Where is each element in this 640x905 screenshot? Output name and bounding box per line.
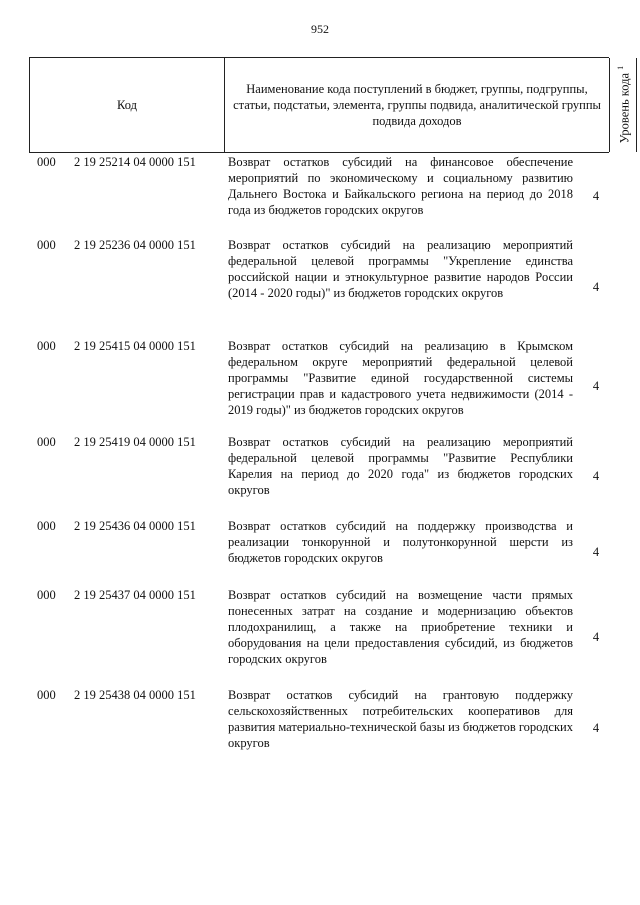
row-admin-code: 000: [37, 519, 56, 533]
header-code: [29, 58, 224, 152]
row-income-code: 2 19 25436 04 0000 151: [74, 519, 196, 533]
header-level-footnote: 1: [616, 66, 626, 71]
row-income-code: 2 19 25236 04 0000 151: [74, 238, 196, 252]
header-level-rotated: [613, 66, 632, 144]
row-level: 4: [592, 379, 600, 393]
row-level: 4: [592, 630, 600, 644]
header-code-label: Код: [117, 98, 137, 112]
header-name-label: Наименование кода поступлений в бюджет, группы, подгруппы, статьи, подстатьи, элемента, группы подвида, аналитической группы подвида доходов: [233, 82, 601, 128]
row-description: Возврат остатков субсидий на реализацию мероприятий федеральной целевой программы "Укрепление единства российской нации и этнокультурное развитие народов России (2014 - 2020 годы)" из бюджетов городских округов: [228, 238, 573, 300]
row-admin-code: 000: [37, 155, 56, 169]
row-income-code: 2 19 25438 04 0000 151: [74, 688, 196, 702]
row-description: Возврат остатков субсидий на грантовую поддержку сельскохозяйственных потребительских кооперативов для развития материально-технической базы из бюджетов городских округов: [228, 688, 573, 750]
row-admin-code: 000: [37, 588, 56, 602]
row-description: Возврат остатков субсидий на финансовое обеспечение мероприятий по экономическому и социальному развитию Дальнего Востока и Байкальского региона на период до 2018 года из бюджетов городских округов: [228, 155, 573, 217]
row-description: Возврат остатков субсидий на реализацию в Крымском федеральном округе мероприятий федеральной целевой программы "Развитие единой государственной системы регистрации прав и кадастрового учета недвижимости (2014 - 2019 годы)" из бюджетов городских округов: [228, 339, 573, 417]
header-level-label: Уровень кода: [617, 73, 632, 144]
row-income-code: 2 19 25437 04 0000 151: [74, 588, 196, 602]
row-admin-code: 000: [37, 688, 56, 702]
row-level: 4: [592, 280, 600, 294]
row-description: Возврат остатков субсидий на реализацию мероприятий федеральной целевой программы "Развитие Республики Карелия на период до 2020 года" из бюджетов городских округов: [228, 435, 573, 497]
header-level: [609, 58, 637, 152]
row-income-code: 2 19 25419 04 0000 151: [74, 435, 196, 449]
row-admin-code: 000: [37, 435, 56, 449]
row-income-code: 2 19 25415 04 0000 151: [74, 339, 196, 353]
row-level: 4: [592, 721, 600, 735]
row-income-code: 2 19 25214 04 0000 151: [74, 155, 196, 169]
table-header: [29, 57, 632, 153]
row-description: Возврат остатков субсидий на возмещение части прямых понесенных затрат на создание и модернизацию объектов плодохранилищ, а также на приобретение техники и оборудования на цели предоставления субсидий, из бюджетов городских округов: [228, 588, 573, 666]
row-description: Возврат остатков субсидий на поддержку производства и реализации тонкорунной и полутонкорунной шерсти из бюджетов городских округов: [228, 519, 573, 565]
row-admin-code: 000: [37, 339, 56, 353]
header-name: [224, 58, 609, 152]
row-admin-code: 000: [37, 238, 56, 252]
page-number: 952: [311, 22, 329, 36]
row-level: 4: [592, 469, 600, 483]
row-level: 4: [592, 189, 600, 203]
row-level: 4: [592, 545, 600, 559]
